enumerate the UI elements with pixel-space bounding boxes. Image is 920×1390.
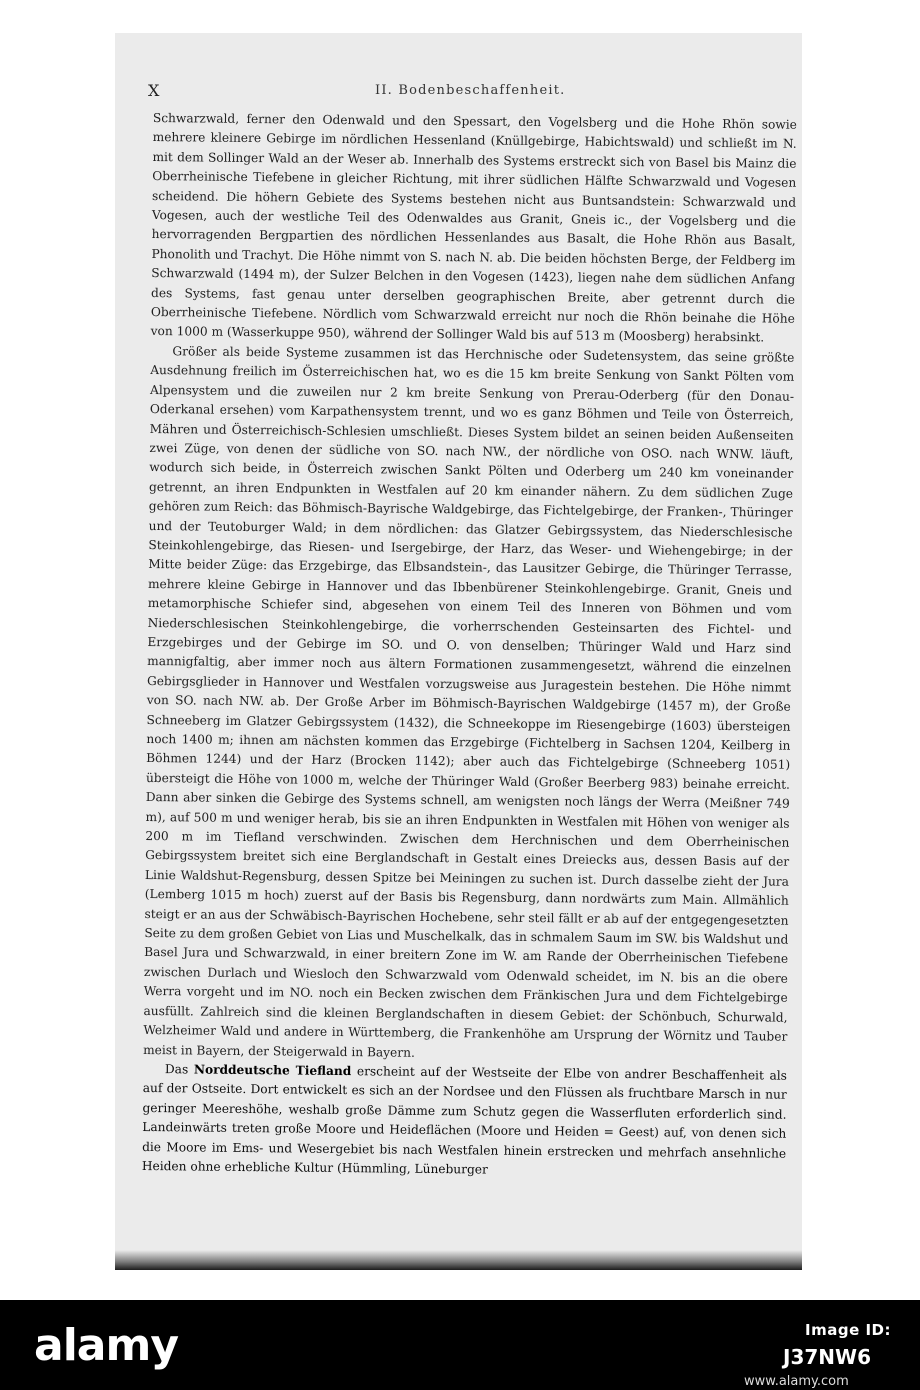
image-id: J37NW6 [783, 1345, 871, 1369]
alamy-url: www.alamy.com [744, 1374, 849, 1389]
paragraph-3-lead: Das [164, 1062, 189, 1077]
page-number: X [148, 81, 160, 100]
paragraph-1: Schwarzwald, ferner den Odenwald und den Spessart, den Vogelsberg und die Hohe Rhön sowie mehrere kleinere Gebirge im nördlichen Hessenland (Knüllgebirge, Habichtswald) und schließt im N. mit dem Sollinger Wald an der Weser ab. Innerhalb des Systems erstreckt sich von Basel bis Mainz die Oberrheinische Tiefebene in gleicher Richtung, mit ihrer südlichen Hälfte Schwarzwald und Vogesen scheidend. Die höhern Gebiete des Systems bestehen nicht aus Buntsandstein: Schwarzwald und Vogesen, auch der westliche Teil des Odenwaldes aus Granit, Gneis ic., der Vogelsberg und die hervorragenden Bergpartien des nördlichen Hessenlandes aus Basalt, die Hohe Rhön aus Basalt, Phonolith und Trachyt. Die Höhe nimmt von S. nach N. ab. Die beiden höchsten Berge, der Feldberg im Schwarzwald (1494 m), der Sulzer Belchen in den Vogesen (1423), liegen nahe dem südlichen Anfang des Systems, fast genau unter derselben geographischen Breite, aber getrennt durch die Oberrheinische Tiefebene. Nördlich vom Schwarzwald erreicht nur noch die Rhön beinahe die Höhe von 1000 m (Wasserkuppe 950), während der Sollinger Wald bis auf 513 m (Moosberg) herabsinkt. [150, 110, 797, 345]
image-id-label: Image ID: [805, 1321, 891, 1339]
running-title: II. Bodenbeschaffenheit. [375, 83, 566, 98]
paragraph-3-text: erscheint auf der Westseite der Elbe von andrer Beschaffenheit als auf der Ostseite. Dort entwickelt es sich an der Nordsee und den Flüssen als fruchtbare Marsch in nur geringer Meereshöhe, weshalb große Dämme zum Schutz gegen die Wasserfluten erforderlich sind. Landeinwärts treten große Moore und Heideflächen (Moore und Heiden = Geest) auf, von denen sich die Moore im Ems- und Wesergebiet bis nach Westfalen hinein erstrecken und mehrfach ansehnliche Heiden ohne erhebliche Kultur (Hümmling, Lüneburger [141, 1064, 788, 1177]
watermark-bar [0, 1300, 920, 1390]
paragraph-2: Größer als beide Systeme zusammen ist das Herchnische oder Sudetensystem, das seine größte Ausdehnung freilich im Österreichischen hat, wo es die 15 km breite Senkung von Sankt Pölten vom Alpensystem und die zuweilen nur 2 km breite Senkung von Prerau-Oderberg (für den Donau-Oderkanal ersehen) vom Karpathensystem trennt, und wo es ganz Böhmen und Teile von Österreich, Mähren und Österreichisch-Schlesien umschließt. Dieses System bildet an seinen beiden Außenseiten zwei Züge, von denen der südliche von SO. nach NW., der nördliche von OSO. nach WNW. läuft, wodurch sich beide, in Österreich zwischen Sankt Pölten und Oderberg um 240 km voneinander getrennt, an ihren Endpunkten in Westfalen auf 20 km einander nähern. Zu dem südlichen Zuge gehören zum Reich: das Böhmisch-Bayrische Waldgebirge, das Fichtelgebirge, der Franken-, Thüringer und der Teutoburger Wald; in dem nördlichen: das Glatzer Gebirgssystem, das Niederschlesische Steinkohlengebirge, das Riesen- und Isergebirge, der Harz, das Weser- und Wiehengebirge; in der Mitte beider Züge: das Erzgebirge, das Elbsandstein-, das Lausitzer Gebirge, die Thüringer Terrasse, mehrere kleine Gebirge in Hannover und das Ibbenbürener Steinkohlengebirge. Granit, Gneis und metamorphische Schiefer sind, abgesehen von einem Teil des Inneren von Böhmen und vom Niederschlesischen Steinkohlengebirge, die vorherrschenden Gesteinsarten des Fichtel- und Erzgebirges und der Gebirge im SO. und O. von denselben; Thüringer Wald und Harz sind mannigfaltig, aber immer noch aus ältern Formationen zusammengesetzt, während die einzelnen Gebirgsglieder in Hannover und Westfalen vorzugsweise aus Juragestein bestehen. Die Höhe nimmt von SO. nach NW. ab. Der Große Arber im Böhmisch-Bayrischen Waldgebirge (1457 m), der Große Schneeberg im Glatzer Gebirgssystem (1432), die Schneekoppe im Riesengebirge (1603) übersteigen noch 1400 m; ihnen am nächsten kommen das Erzgebirge (Fichtelberg in Sachsen 1204, Keilberg in Böhmen 1244) und der Harz (Brocken 1142); aber auch das Fichtelgebirge (Schneeberg 1051) übersteigt die Höhe von 1000 m, welche der Thüringer Wald (Großer Beerberg 983) beinahe erreicht. Dann aber sinken die Gebirge des Systems schnell, am wenigsten noch längs der Werra (Meißner 749 m), auf 500 m und weniger herab, bis sie an ihren Endpunkten in Westfalen mit Höhen von weniger als 200 m im Tiefland verschwinden. Zwischen dem Herchnischen und dem Oberrheinischen Gebirgssystem breitet sich eine Berglandschaft in Gestalt eines Dreiecks aus, dessen Basis auf der Linie Waldshut-Regensburg, dessen Spitze bei Meiningen zu suchen ist. Durch dasselbe zieht der Jura (Lemberg 1015 m hoch) zuerst auf der Basis bis Regensburg, dann nordwärts zum Main. Allmählich steigt er an aus der Schwäbisch-Bayrischen Hochebene, sehr steil fällt er ab auf der entgegengesetzten Seite zu dem großen Gebiet von Lias und Muschelkalk, das in schmalem Saum im SW. bis Waldshut und Basel Jura und Schwarzwald, in einer breitern Zone im W. am Rande der Oberrheinischen Tiefebene zwischen Durlach und Wiesloch den Schwarzwald vom Odenwald scheidet, im N. bis an die obere Werra vorgeht und im NO. noch ein Becken zwischen dem Fränkischen Jura und dem Fichtelgebirge ausfüllt. Zahlreich sind die kleinen Berglandschaften in diesem Gebiet: der Schönbuch, Schurwald, Welzheimer Wald und andere in Württemberg, die Frankenhöhe am Ursprung der Wörnitz und Tauber meist in Bayern, der Steigerwald in Bayern. [143, 344, 795, 1060]
body-text [142, 109, 797, 1183]
alamy-logo: alamy [34, 1320, 178, 1371]
page-bottom-edge [115, 1250, 802, 1270]
paragraph-3 [142, 1060, 787, 1183]
scanned-page [115, 33, 802, 1270]
section-heading: Norddeutsche Tiefland [193, 1062, 352, 1079]
